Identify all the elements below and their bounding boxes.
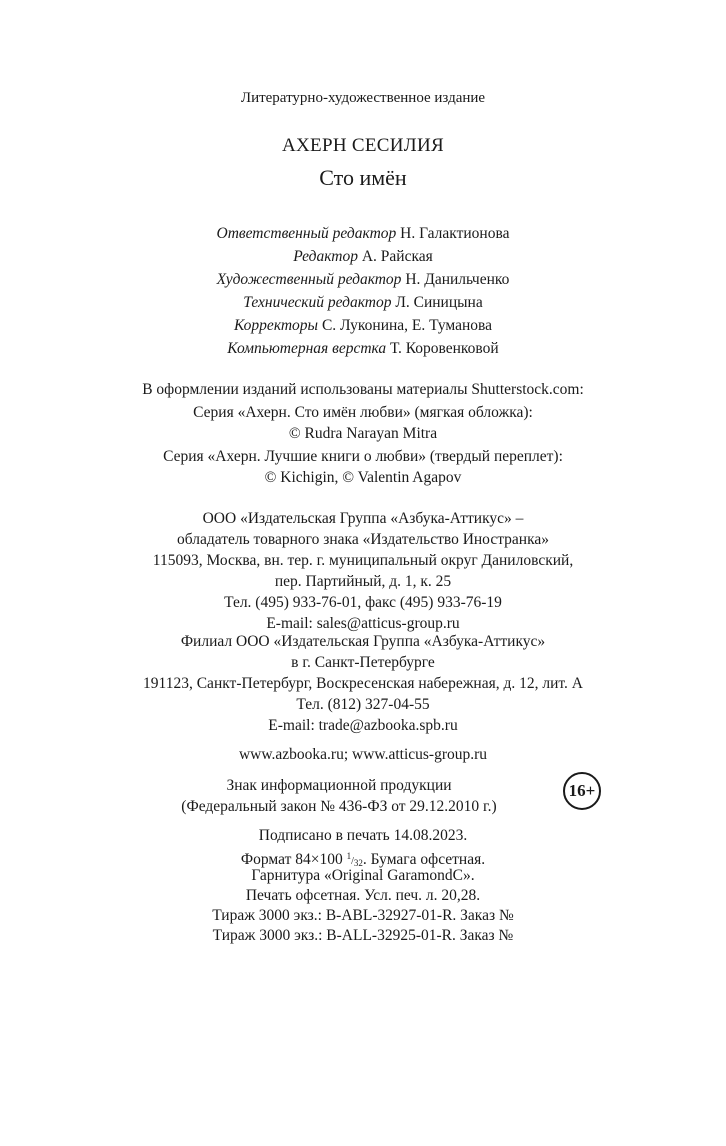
format-fraction: $^1/_{32}$ <box>346 851 363 868</box>
design-intro: В оформлении изданий использованы материалы Shutterstock.com: <box>142 381 584 398</box>
signed-date: Подписано в печать 14.08.2023. <box>258 827 468 844</box>
branch-email: E-mail: trade@azbooka.spb.ru <box>268 717 458 734</box>
printing-line: Печать офсетная. Усл. печ. л. 20,28. <box>245 887 481 904</box>
book-title: Сто имён <box>319 165 407 190</box>
credit-role: Художественный редактор <box>216 271 402 288</box>
format-prefix: Формат 84×100 <box>240 851 347 868</box>
branch-city: в г. Санкт-Петербурге <box>291 654 435 671</box>
author-name: АХЕРН СЕСИЛИЯ <box>282 135 444 156</box>
credit-name: Н. Данильченко <box>405 271 510 288</box>
fraction-numerator: 1 <box>346 851 352 861</box>
series-1: Серия «Ахерн. Сто имён любви» (мягкая обложка): <box>193 404 533 421</box>
fraction-denominator: 32 <box>353 858 363 868</box>
print-run-1: Тираж 3000 экз.: B-ABL-32927-01-R. Заказ № <box>212 907 514 924</box>
series-2: Серия «Ахерн. Лучшие книги о любви» (твердый переплет): <box>163 448 563 465</box>
print-run-2: Тираж 3000 экз.: B-ALL-32925-01-R. Заказ № <box>212 927 514 944</box>
publisher-phone: Тел. (495) 933-76-01, факс (495) 933-76-19 <box>224 594 502 611</box>
credit-name: Т. Коровенковой <box>390 340 499 357</box>
credit-line <box>0 270 726 290</box>
credit-role: Корректоры <box>233 317 319 334</box>
credit-line <box>0 247 726 267</box>
credit-name: Н. Галактионова <box>400 225 510 242</box>
credit-name: Л. Синицына <box>395 294 483 311</box>
branch-address: 191123, Санкт-Петербург, Воскресенская набережная, д. 12, лит. А <box>143 675 583 692</box>
credit-name: С. Луконина, Е. Туманова <box>321 317 492 334</box>
publisher-address-1: 115093, Москва, вн. тер. г. муниципальный округ Даниловский, <box>152 552 574 569</box>
credit-line <box>0 316 726 336</box>
format-suffix: . Бумага офсетная. <box>362 851 486 868</box>
publisher-name: ООО «Издательская Группа «Азбука-Аттикус» – <box>202 510 524 527</box>
credit-role: Ответственный редактор <box>216 225 397 242</box>
publisher-address-2: пер. Партийный, д. 1, к. 25 <box>274 573 452 590</box>
credit-role: Редактор <box>293 248 358 265</box>
branch-name: Филиал ООО «Издательская Группа «Азбука-Аттикус» <box>180 633 546 650</box>
credit-role: Компьютерная верстка <box>227 340 387 357</box>
publisher-trademark: обладатель товарного знака «Издательство Иностранка» <box>176 531 550 548</box>
series-1-credit: © Rudra Narayan Mitra <box>288 425 438 442</box>
info-mark-line-2: (Федеральный закон № 436-ФЗ от 29.12.2010 г.) <box>181 798 497 815</box>
series-2-credit: © Kichigin, © Valentin Agapov <box>264 469 462 486</box>
credit-name: А. Райская <box>361 248 433 265</box>
typeface-line: Гарнитура «Original GaramondC». <box>251 867 475 884</box>
credit-line <box>0 339 726 359</box>
branch-phone: Тел. (812) 327-04-55 <box>296 696 430 713</box>
info-mark-line-1: Знак информационной продукции <box>226 777 452 794</box>
age-rating-badge: 16+ <box>563 772 601 810</box>
credit-line <box>0 224 726 244</box>
credit-role: Технический редактор <box>243 294 392 311</box>
genre-label: Литературно-художественное издание <box>240 90 486 106</box>
credit-line <box>0 293 726 313</box>
publisher-email: E-mail: sales@atticus-group.ru <box>266 615 460 632</box>
websites: www.azbooka.ru; www.atticus-group.ru <box>238 746 488 763</box>
